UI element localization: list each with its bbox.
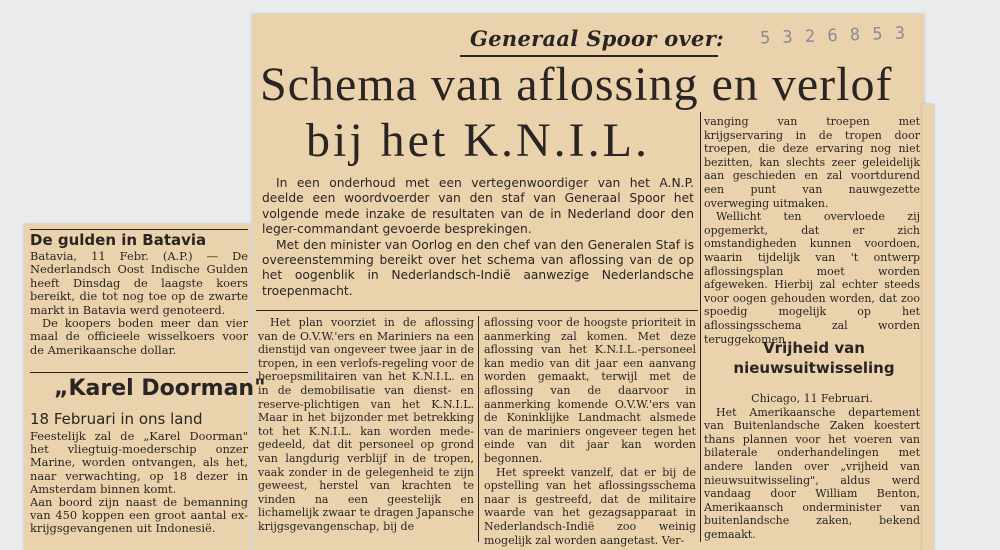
body-paragraph: Aan boord zijn naast de bemanning van 450 koppen een groot aantal ex-krijgsgevangenen uit Indonesië. [30, 495, 248, 536]
column-rule [478, 316, 479, 542]
section-rule [256, 310, 698, 311]
dateline: Chicago, 11 Februari. [751, 392, 873, 405]
doorman-subtitle: 18 Februari in ons land [30, 410, 203, 428]
body-paragraph: Batavia, 11 Febr. (A.P.) — De Nederlandsch Oost Indische Gulden heeft Dinsdag de laagste koers bereikt, die tot nog toe op de zwarte markt in Batavia werd genoteerd. [30, 249, 248, 317]
body-paragraph: vanging van troepen met krijgservaring in de tropen door troepen, die deze ervaring nog niet bezitten, kan slechts zeer geleidelijk aan geschieden en zal voortdurend een punt van nauwgezette overweging uitmaken. [704, 115, 920, 210]
archive-mark: 5 3 2 6 8 5 3 [759, 23, 907, 49]
column-rule [700, 112, 701, 542]
gulden-article [30, 250, 248, 357]
body-paragraph: Het spreekt vanzelf, dat er bij de opstelling van het aflossingsschema naar is gestreefd, dat de militaire waarde van het gezagsapparaat in Nederlandsch-Indië zoo weinig mogelijk zal worden aangetast. Ver- [484, 465, 696, 547]
body-paragraph: Het Amerikaansche departement van Buitenlandsche Zaken koestert thans plannen voor het voeren van bilaterale onderhandelingen met andere landen over „vrijheid van nieuwsuitwisseling", aldus werd vandaag door William Benton, Amerikaansch onderminister van buitenlandsche zaken, bekend gemaakt. [704, 405, 920, 541]
article-column-2 [484, 316, 696, 547]
section-rule [30, 229, 248, 230]
doorman-article [30, 430, 248, 536]
gulden-title: De gulden in Batavia [30, 231, 207, 249]
body-paragraph: Feestelijk zal de „Karel Doorman" het vliegtuig-moederschip onzer Marine, worden ontvangen, als het, naar verwachting, op 18 dezer in Amsterdam binnen komt. [30, 429, 248, 496]
section-rule [30, 372, 248, 373]
body-paragraph: De koopers boden meer dan vier maal de officieele wisselkoers voor de Amerikaansche dollar. [30, 316, 248, 357]
article-kicker: Generaal Spoor over: [470, 26, 725, 51]
article-column-1 [258, 316, 474, 534]
doorman-title: „Karel Doorman" [54, 376, 266, 401]
body-paragraph: Wellicht ten overvloede zij opgemerkt, dat er zich omstandigheden kunnen voordoen, waarin tijdelijk van 't ontwerp aflossingsplan moet worden afgeweken. Hierbij zal echter steeds voor oogen gehouden worden, dat zoo spoedig mogelijk op het aflossingsschema zal worden teruggekomen [704, 210, 920, 346]
intro-paragraph: Met den minister van Oorlog en den chef van den Generalen Staf is overeenstemming bereikt over het schema van aflossing van de op het oogenblik in Nederlandsch-Indië aanwezige Nederlandsche troepenmacht. [262, 237, 694, 298]
body-paragraph: Het plan voorziet in de aflossing van de O.V.W.'ers en Mariniers na een dienstijd van ongeveer twee jaar in de tropen, in een verlofs-regeling voor de beroepsmilitairen van het K.N.I.L. en in de demobilisatie van dienst- en reserve-plichtigen van het K.N.I.L. Maar in het bijzonder met betrekking tot het K.N.I.L. kan worden mede-gedeeld, dat dit personeel op grond van langdurig verblijf in de tropen, vaak zonder in de gelegenheid te zijn geweest, herstel van krachten te vinden na een geestelijk en lichamelijk zwaar te dragen Japansche krijgsgevangenschap, bij de [258, 316, 474, 533]
headline-line-2: bij het K.N.I.L. [306, 114, 650, 167]
article-column-3 [704, 115, 920, 346]
intro-paragraph: In een onderhoud met een vertegenwoordiger van het A.N.P. deelde een woordvoerder van den staf van Generaal Spoor het volgende mede inzake de resultaten van de in Nederland door den leger-commandant gevoerde besprekingen. [262, 176, 694, 237]
news-freedom-title: Vrijheid van nieuwsuitwisseling [733, 339, 895, 377]
clipping-edge [922, 104, 934, 550]
news-freedom-article [704, 392, 920, 542]
article-intro [262, 176, 694, 299]
headline-line-1: Schema van aflossing en verlof [260, 58, 893, 111]
body-paragraph: aflossing voor de hoogste prioriteit in aanmerking zal komen. Met deze aflossing van het K.N.I.L.-personeel kan medio van dit jaar een aanvang worden gemaakt, terwijl met de aflossing van de daarvoor in aanmerking komende O.V.W.'ers van de Koninklijke Landmacht alsmede van de mariniers ongeveer tegen het einde van dit jaar kan worden begonnen. [484, 316, 696, 465]
kicker-underline [460, 55, 718, 57]
